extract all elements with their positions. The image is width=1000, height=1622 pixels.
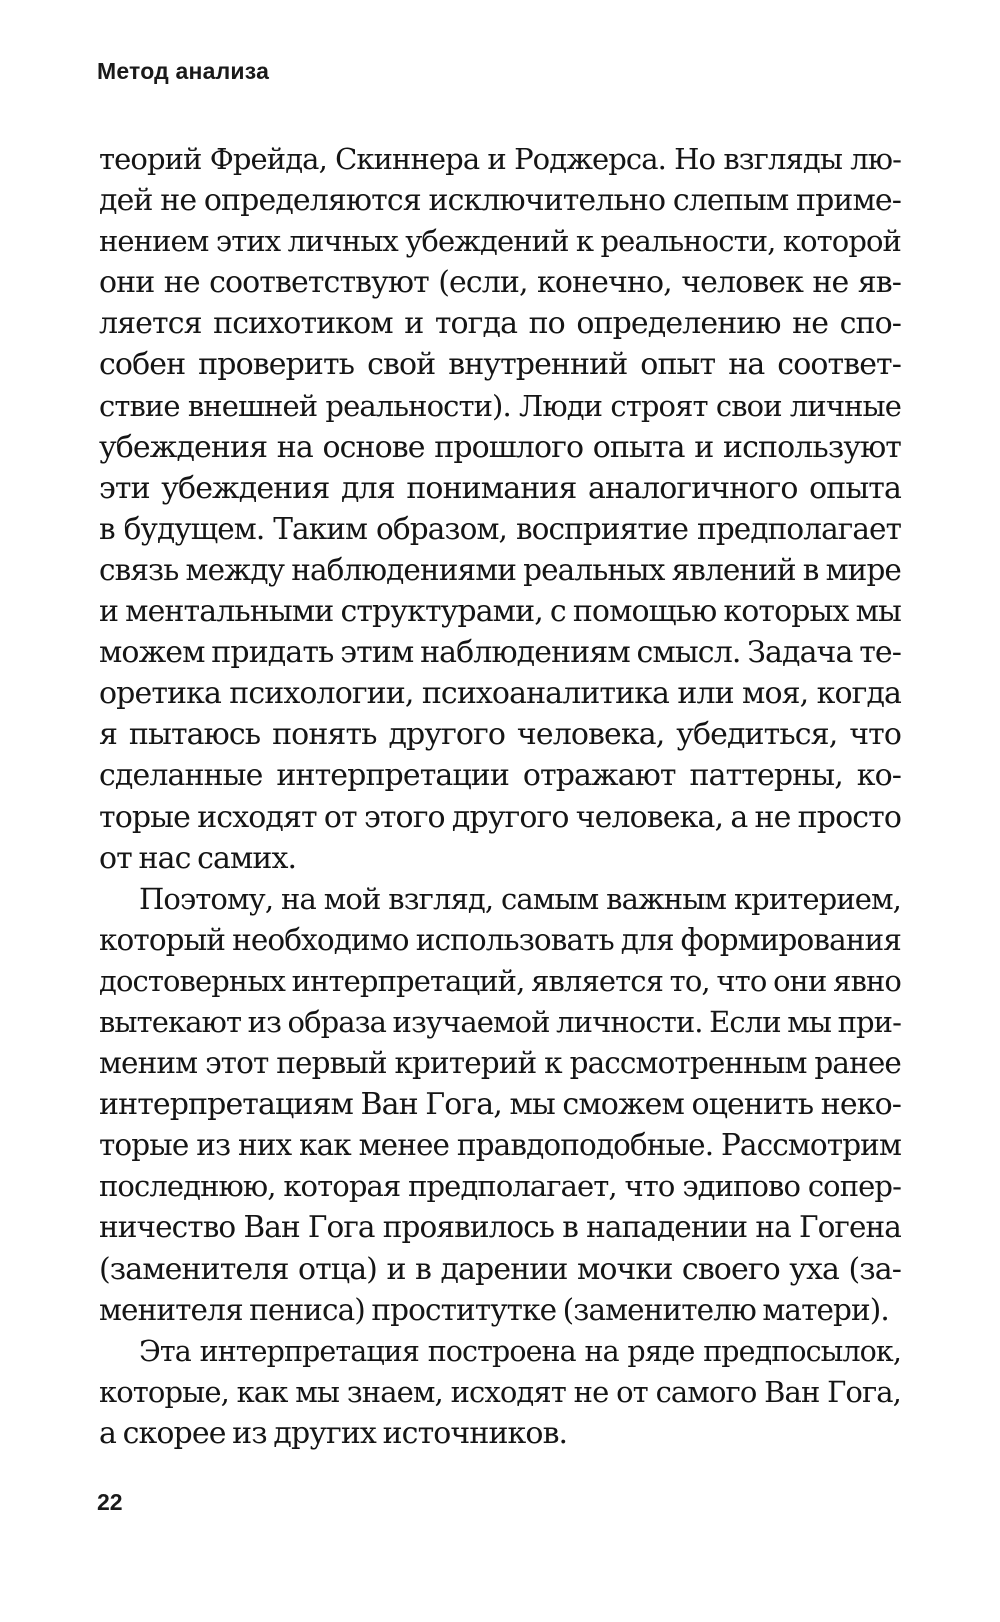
body-text <box>99 139 901 1454</box>
text-line: которые, как мы знаем, исходят не от самого Ван Гога, <box>99 1374 901 1409</box>
text-line: меним этот первый критерий к рассмотренным ранее <box>99 1046 901 1081</box>
text-line: (заменителя отца) и в дарении мочки своего уха (за- <box>99 1251 901 1287</box>
text-line: и ментальными структурами, с помощью которых мы <box>99 594 901 630</box>
text-line: оретика психологии, психоаналитика или моя, когда <box>99 676 901 712</box>
running-head: Метод анализа <box>97 58 270 84</box>
paragraph-2 <box>99 879 901 1331</box>
text-line: торые из них как менее правдоподобные. Рассмотрим <box>99 1128 901 1163</box>
text-line: ствие внешней реальности). Люди строят свои личные <box>99 388 901 423</box>
text-line: ничество Ван Гога проявилось в нападении на Гогена <box>99 1210 901 1245</box>
text-line: который необходимо использовать для формирования <box>99 922 901 957</box>
text-line: в будущем. Таким образом, восприятие предполагает <box>99 511 901 546</box>
text-line: дей не определяются исключительно слепым приме- <box>99 183 901 219</box>
text-line: вытекают из образа изучаемой личности. Если мы при- <box>99 1004 901 1039</box>
text-line: я пытаюсь понять другого человека, убедиться, что <box>99 717 901 753</box>
text-line: нением этих личных убеждений к реальности, которой <box>99 224 901 259</box>
text-line: последнюю, которая предполагает, что эдипово сопер- <box>99 1169 901 1204</box>
text-line: от нас самих. <box>99 840 297 876</box>
text-line: связь между наблюдениями реальных явлений в мире <box>99 552 901 587</box>
text-line: интерпретациям Ван Гога, мы сможем оценить неко- <box>99 1087 901 1123</box>
text-line: сделанные интерпретации отражают паттерны, ко- <box>99 758 901 794</box>
text-line: эти убеждения для понимания аналогичного опыта <box>99 470 901 506</box>
text-line: торые исходят от этого другого человека, а не просто <box>99 799 901 835</box>
text-line: Эта интерпретация построена на ряде предпосылок, <box>139 1334 901 1368</box>
text-line: теорий Фрейда, Скиннера и Роджерса. Но взгляды лю- <box>99 142 901 176</box>
text-line: достоверных интерпретаций, является то, что они явно <box>99 963 901 998</box>
text-line: Поэтому, на мой взгляд, самым важным критерием, <box>139 881 901 916</box>
text-line: а скорее из других источников. <box>99 1415 568 1451</box>
text-line: собен проверить свой внутренний опыт на соответ- <box>99 347 901 383</box>
text-line: убеждения на основе прошлого опыта и используют <box>99 429 901 465</box>
text-line: можем придать этим наблюдениям смысл. Задача те- <box>99 635 901 671</box>
page-number: 22 <box>97 1489 123 1515</box>
paragraph-1 <box>99 139 901 879</box>
text-line: ляется психотиком и тогда по определению не спо- <box>99 306 901 342</box>
text-line: они не соответствуют (если, конечно, человек не яв- <box>99 265 901 301</box>
paragraph-3 <box>99 1331 901 1454</box>
text-line: менителя пениса) проститутке (заменителю матери). <box>99 1292 889 1327</box>
